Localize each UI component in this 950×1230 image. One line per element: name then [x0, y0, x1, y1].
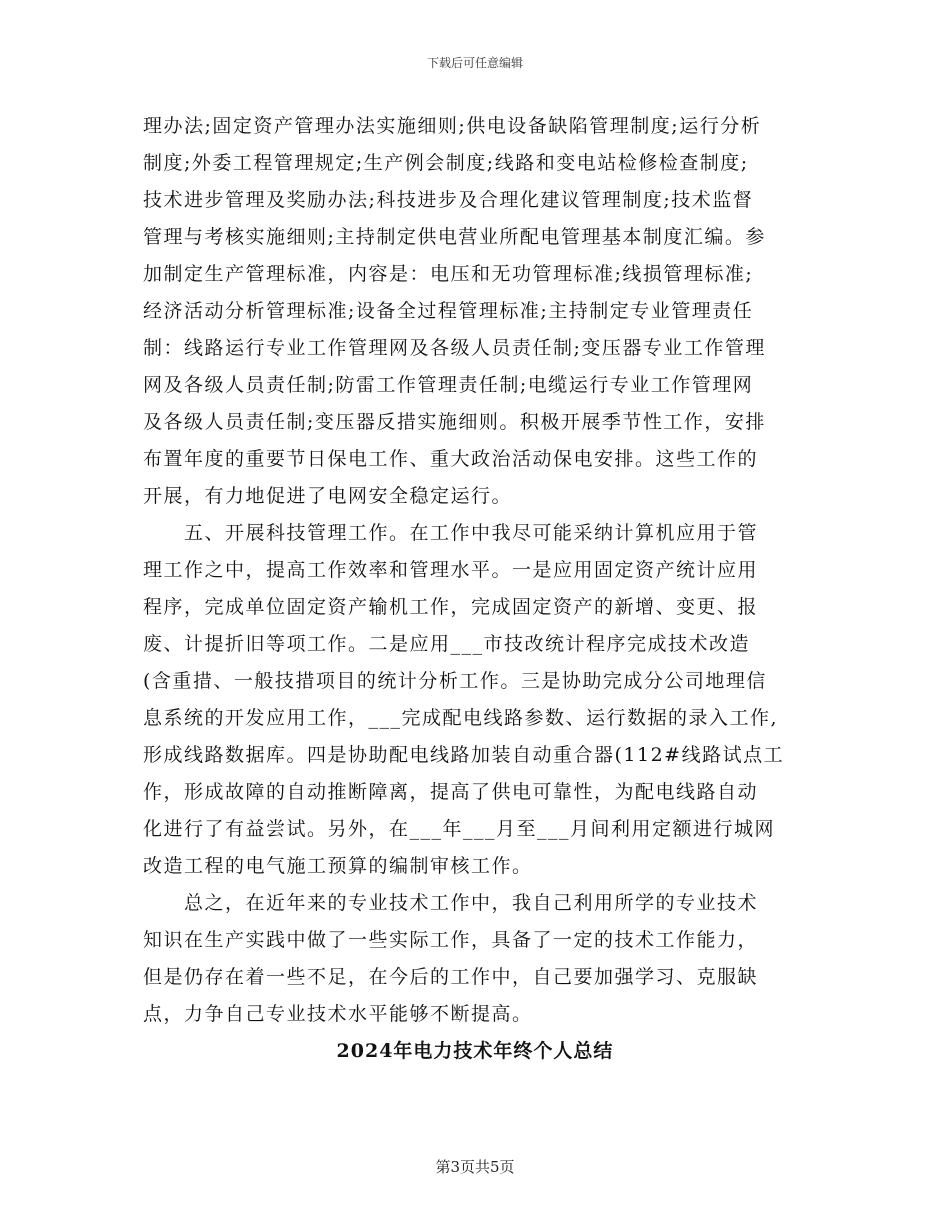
text-line: 形成线路数据库。四是协助配电线路加装自动重合器(112#线路试点工 — [143, 744, 785, 766]
text-line: 废、计提折旧等项工作。二是应用___市技改统计程序完成技术改造 — [143, 633, 751, 655]
text-line: 理办法;固定资产管理办法实施细则;供电设备缺陷管理制度;运行分析 — [143, 115, 762, 137]
text-line: 知识在生产实践中做了一些实际工作，具备了一定的技术工作能力， — [143, 929, 759, 951]
text-line: 程序，完成单位固定资产输机工作，完成固定资产的新增、变更、报 — [143, 596, 759, 618]
text-line: 管理与考核实施细则;主持制定供电营业所配电管理基本制度汇编。参 — [143, 226, 766, 248]
text-line: 开展，有力地促进了电网安全稳定运行。 — [143, 485, 513, 507]
text-line: 制：线路运行专业工作管理网及各级人员责任制;变压器专业工作管理 — [143, 337, 766, 359]
page-number: 第3页共5页 — [435, 1158, 515, 1176]
text-line: 网及各级人员责任制;防雷工作管理责任制;电缆运行专业工作管理网 — [143, 374, 754, 396]
text-line: 技术进步管理及奖励办法;科技进步及合理化建议管理制度;技术监督 — [143, 189, 754, 211]
text-line: (含重措、一般技措项目的统计分析工作。三是协助完成分公司地理信 — [143, 670, 767, 692]
text-line: 制度;外委工程管理规定;生产例会制度;线路和变电站检修检查制度; — [143, 152, 749, 174]
text-line: 改造工程的电气施工预算的编制审核工作。 — [143, 855, 533, 877]
text-line: 经济活动分析管理标准;设备全过程管理标准;主持制定专业管理责任 — [143, 300, 754, 322]
text-line: 总之，在近年来的专业技术工作中，我自己利用所学的专业技术 — [143, 892, 759, 914]
body-text — [143, 108, 805, 1033]
text-line: 作，形成故障的自动推断障离，提高了供电可靠性，为配电线路自动 — [143, 781, 759, 803]
text-line: 及各级人员责任制;变压器反措实施细则。积极开展季节性工作，安排 — [143, 411, 766, 433]
text-line: 息系统的开发应用工作，___完成配电线路参数、运行数据的录入工作, — [143, 707, 779, 729]
text-line: 点，力争自己专业技术水平能够不断提高。 — [143, 1003, 533, 1025]
text-line: 五、开展科技管理工作。在工作中我尽可能采纳计算机应用于管 — [143, 522, 759, 544]
text-line: 理工作之中，提高工作效率和管理水平。一是应用固定资产统计应用 — [143, 559, 759, 581]
text-line: 布置年度的重要节日保电工作、重大政治活动保电安排。这些工作的 — [143, 448, 759, 470]
section-title: 2024年电力技术年终个人总结 — [336, 1040, 614, 1062]
text-line: 加制定生产管理标准，内容是：电压和无功管理标准;线损管理标准; — [143, 263, 754, 285]
page-header: 下载后可任意编辑 — [426, 56, 523, 70]
text-line: 化进行了有益尝试。另外，在___年___月至___月间利用定额进行城网 — [143, 818, 776, 840]
text-line: 但是仍存在着一些不足，在今后的工作中，自己要加强学习、克服缺 — [143, 966, 759, 988]
